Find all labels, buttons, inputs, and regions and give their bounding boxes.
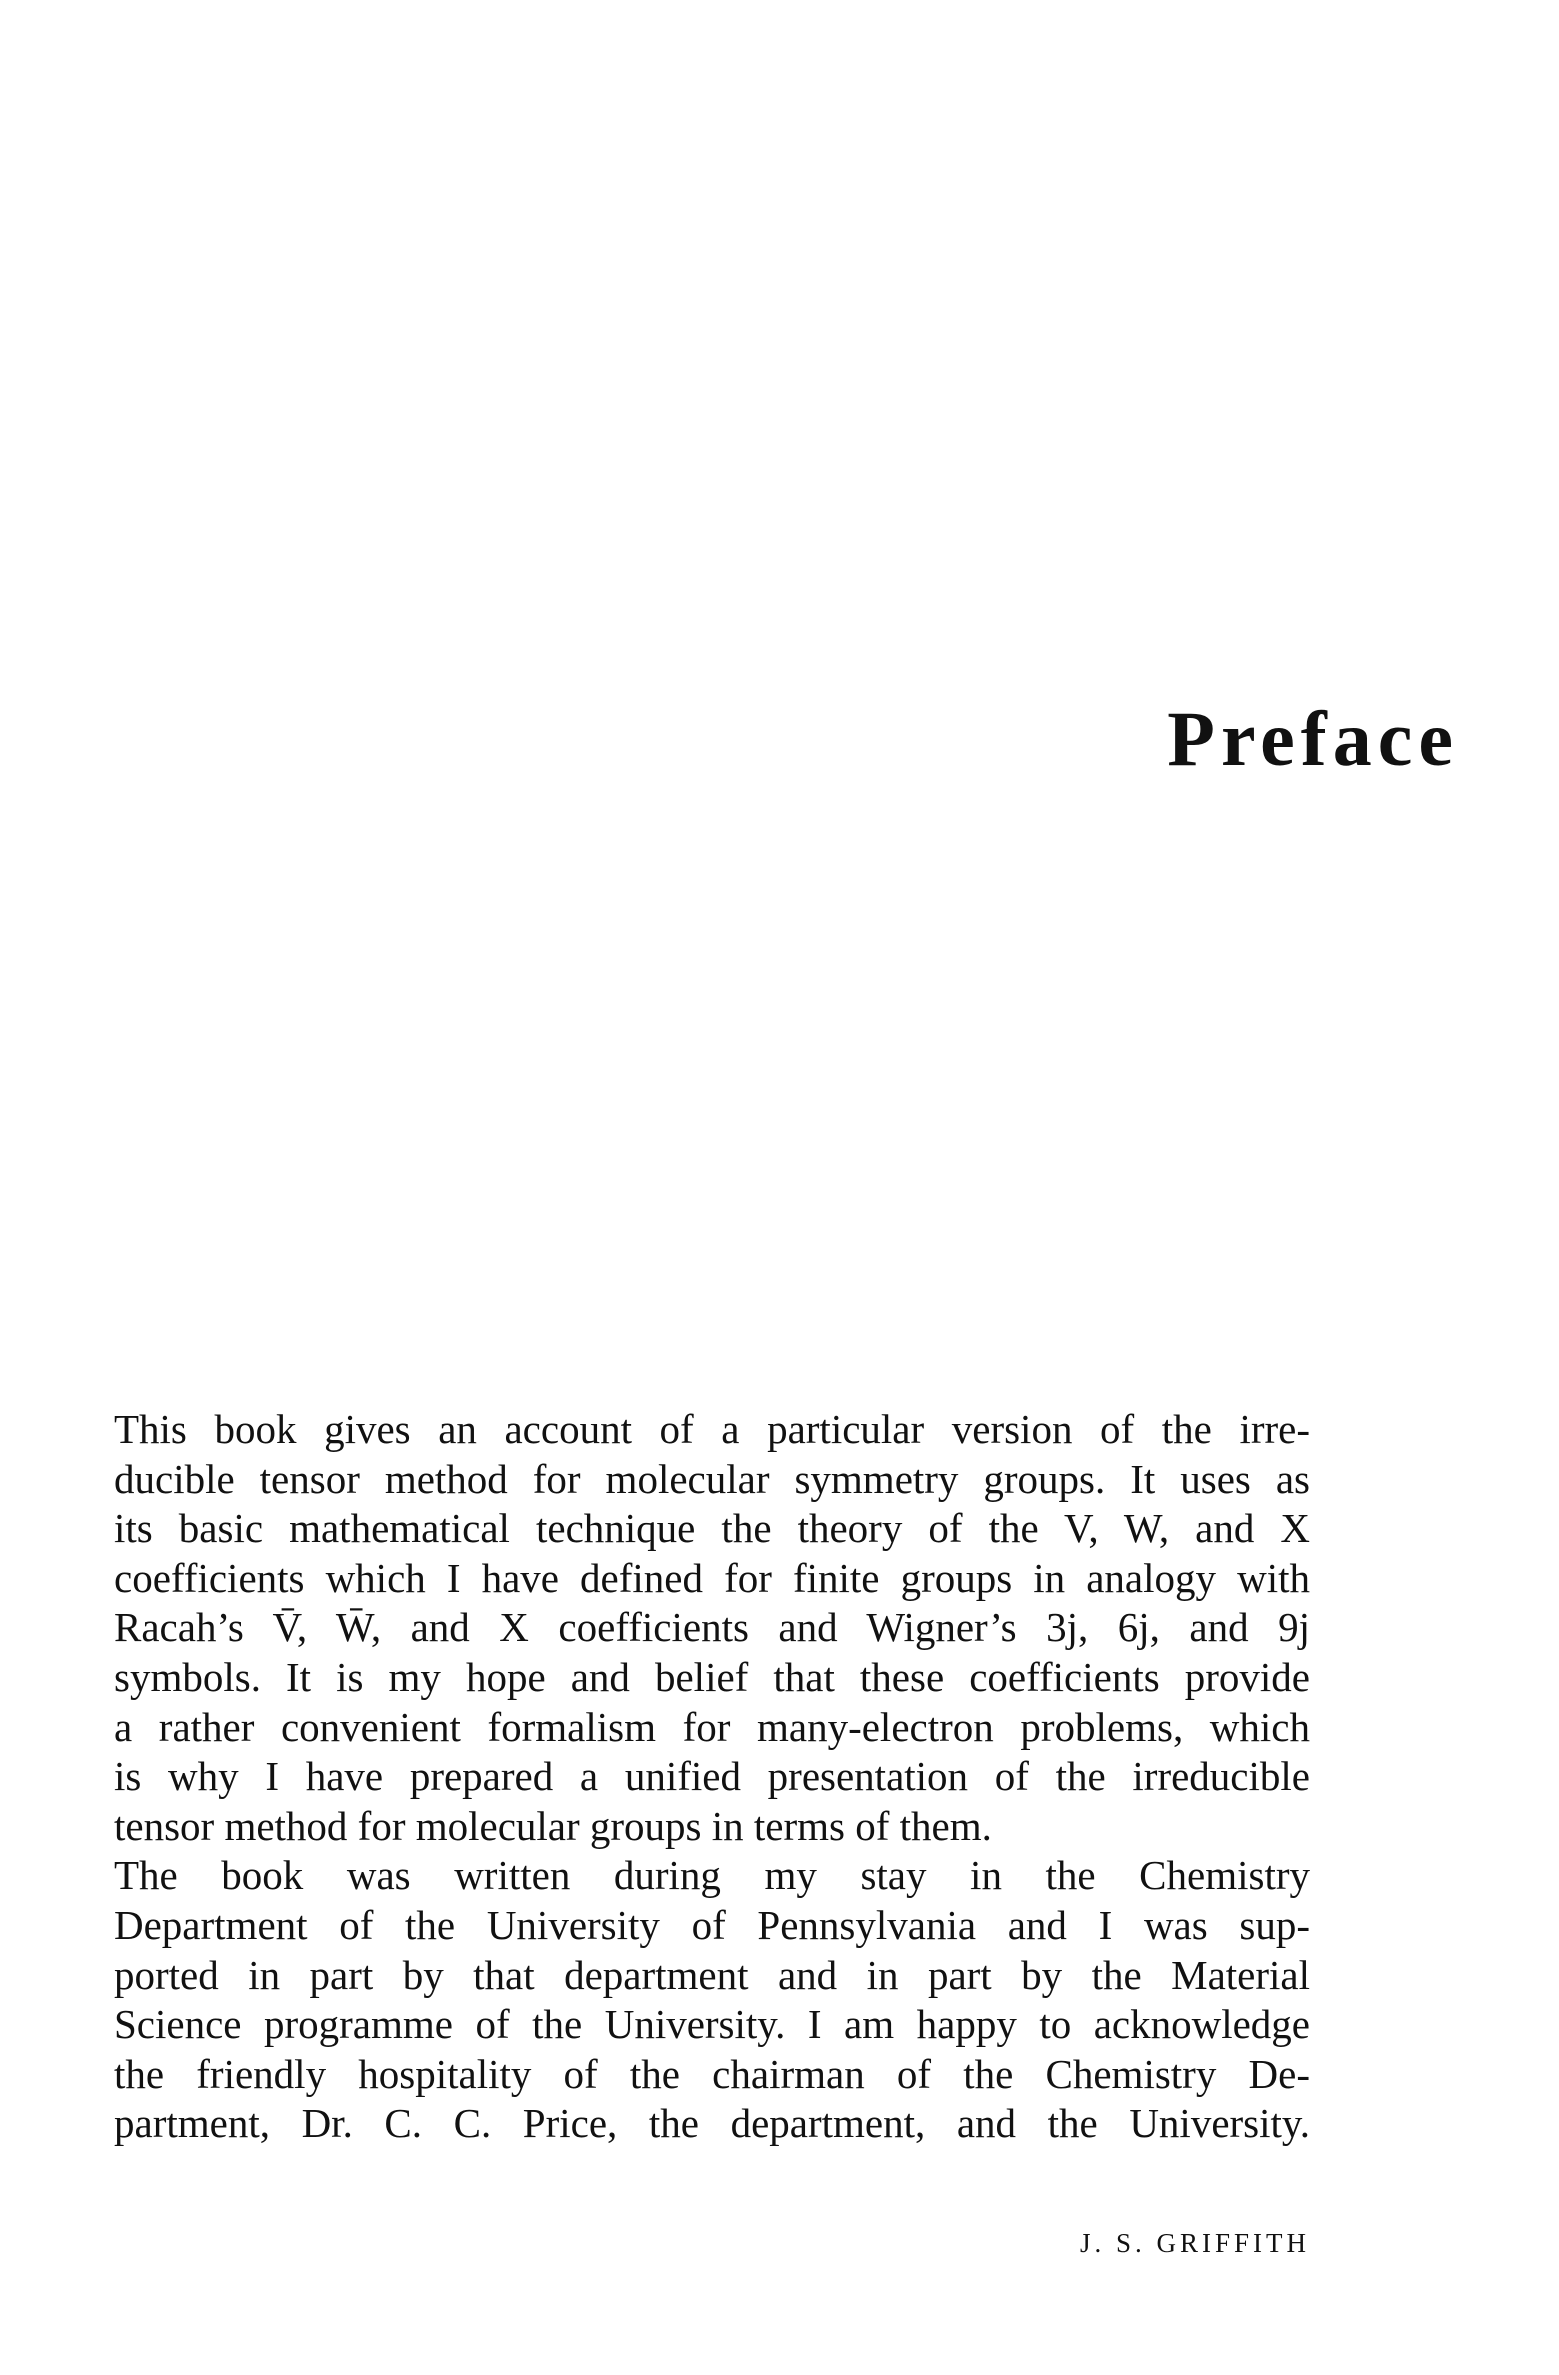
text-line: Department of the University of Pennsylvania and I was sup- <box>114 1901 1310 1948</box>
text-line: coefficients which I have defined for finite groups in analogy with <box>114 1554 1310 1601</box>
text-line: ported in part by that department and in part by the Material <box>114 1951 1310 1998</box>
preface-body <box>114 1405 1310 2149</box>
text-line: is why I have prepared a unified presentation of the irreducible <box>114 1753 1310 1800</box>
text-line: ducible tensor method for molecular symmetry groups. It uses as <box>114 1455 1310 1502</box>
author-signature: J. S. GRIFFITH <box>1079 2228 1310 2258</box>
text-line: tensor method for molecular groups in terms of them. <box>114 1802 992 1849</box>
text-line: symbols. It is my hope and belief that these coefficients provide <box>114 1653 1310 1700</box>
text-line: Racah’s V̄, W̄, and X coefficients and Wigner’s 3j, 6j, and 9j <box>114 1604 1310 1651</box>
paragraph <box>114 1851 1310 2149</box>
text-line: its basic mathematical technique the theory of the V, W, and X <box>114 1505 1310 1552</box>
text-line: Science programme of the University. I am happy to acknowledge <box>114 2001 1310 2048</box>
text-line: This book gives an account of a particular version of the irre- <box>114 1406 1310 1452</box>
page-title: Preface <box>1167 695 1459 782</box>
text-line: a rather convenient formalism for many-electron problems, which <box>114 1703 1310 1750</box>
text-line: The book was written during my stay in the Chemistry <box>114 1852 1310 1899</box>
text-line: partment, Dr. C. C. Price, the department, and the University. <box>114 2100 1310 2147</box>
text-line: the friendly hospitality of the chairman of the Chemistry De- <box>114 2050 1310 2097</box>
paragraph <box>114 1405 1310 1851</box>
